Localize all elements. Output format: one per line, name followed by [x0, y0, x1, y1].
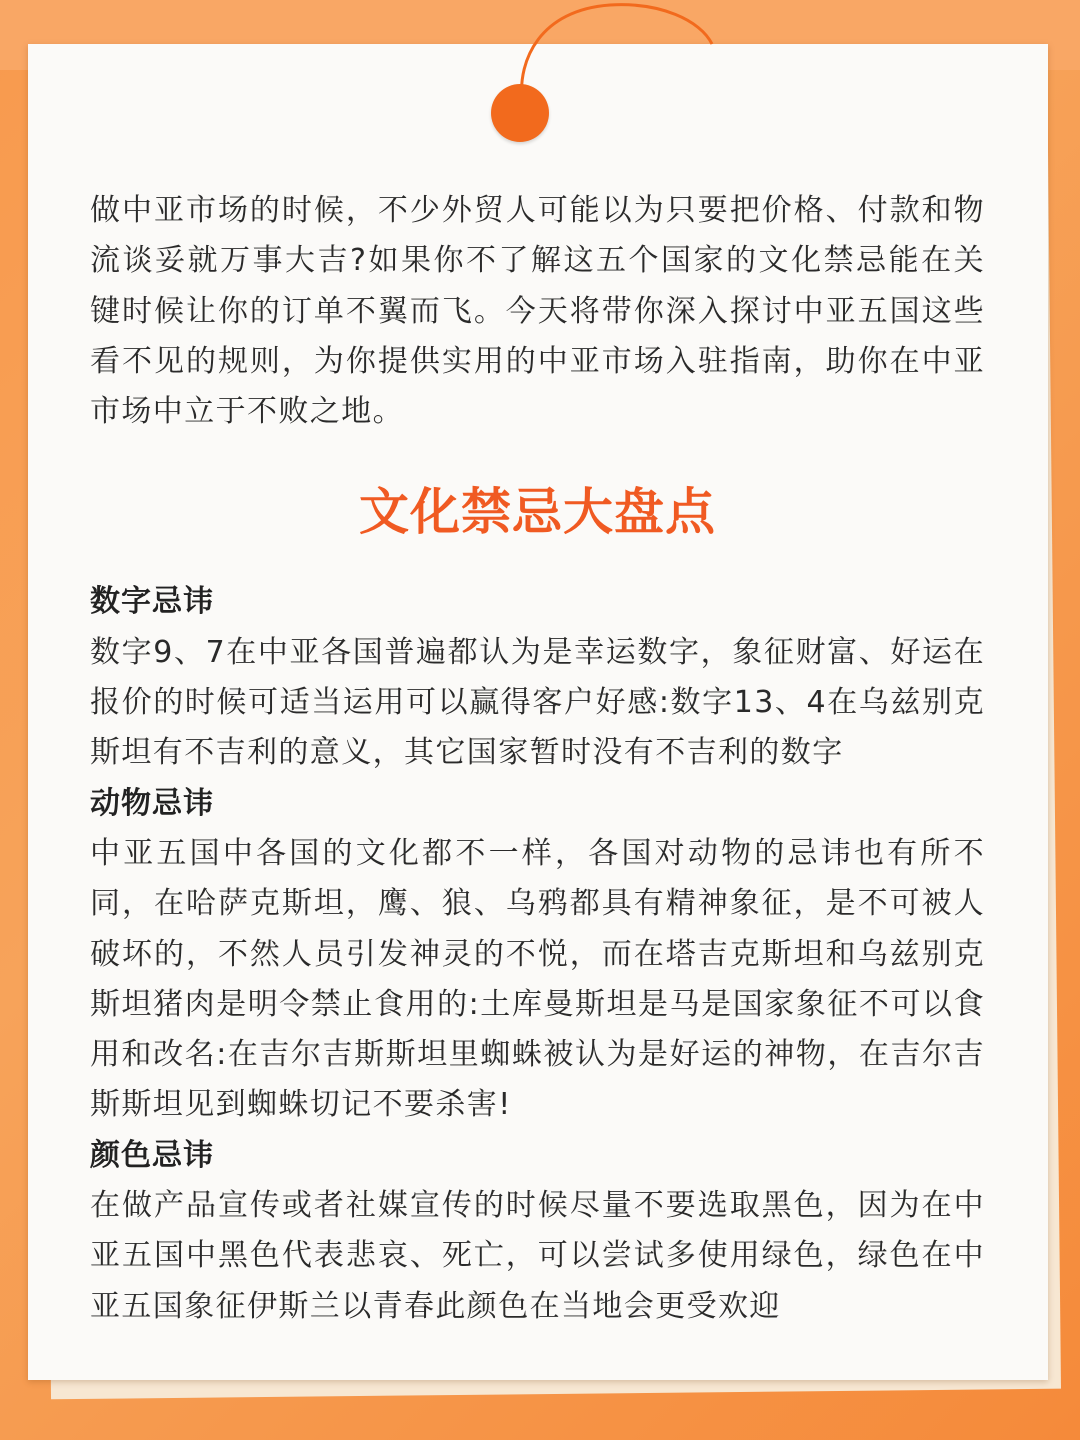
section-heading: 动物忌讳: [90, 785, 214, 821]
taboo-sections: [90, 577, 985, 1331]
pin-icon: [491, 84, 549, 142]
article-content: [90, 186, 985, 1332]
section-text: 中亚五国中各国的文化都不一样，各国对动物的忌讳也有所不同，在哈萨克斯坦，鹰、狼、乌鸦都具有精神象征，是不可被人破坏的，不然人员引发神灵的不悦，而在塔吉克斯坦和乌兹别克斯坦猪肉是明令禁止食用的:土库曼斯坦是马是国家象征不可以食用和改名:在吉尔吉斯斯坦里蜘蛛被认为是好运的神物，在吉尔吉斯斯坦见到蜘蛛切记不要杀害!: [90, 835, 985, 1123]
intro-paragraph: 做中亚市场的时候，不少外贸人可能以为只要把价格、付款和物流谈妥就万事大吉?如果你不了解这五个国家的文化禁忌能在关键时候让你的订单不翼而飞。今天将带你深入探讨中亚五国这些看不见的规则，为你提供实用的中亚市场入驻指南，助你在中亚市场中立于不败之地。: [90, 193, 985, 430]
section-text: 数字9、7在中亚各国普遍都认为是幸运数字，象征财富、好运在报价的时候可适当运用可以赢得客户好感:数字13、4在乌兹别克斯坦有不吉利的意义，其它国家暂时没有不吉利的数字: [90, 634, 985, 771]
section-numbers: [90, 577, 985, 778]
section-text: 在做产品宣传或者社媒宣传的时候尽量不要选取黑色，因为在中亚五国中黑色代表悲哀、死亡，可以尝试多使用绿色，绿色在中亚五国象征伊斯兰以青春此颜色在当地会更受欢迎: [90, 1188, 985, 1324]
section-heading: 颜色忌讳: [90, 1137, 214, 1173]
section-heading: 数字忌讳: [90, 584, 214, 620]
section-colors: [90, 1131, 985, 1332]
section-title: 文化禁忌大盘点: [359, 483, 716, 542]
section-animals: [90, 779, 985, 1131]
